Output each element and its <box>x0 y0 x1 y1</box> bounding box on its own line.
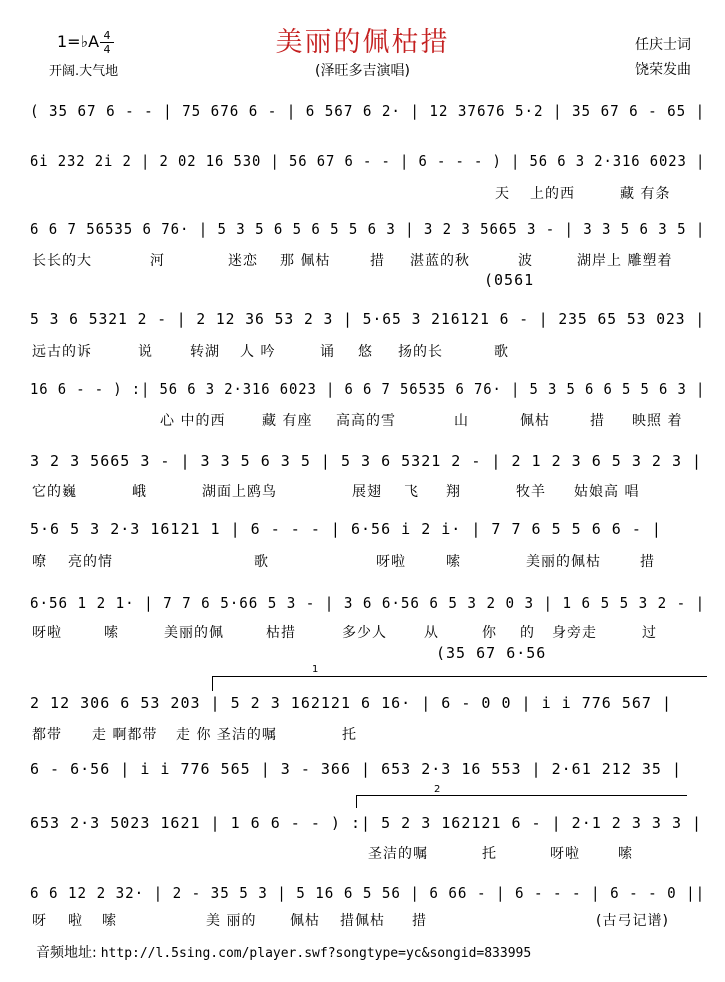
notation-row-11: 653 2·3 5023 1621 | 1 6 6 - - ) :| 5 2 3 162121 6 - | 2·1 2 3 3 3 | <box>30 814 703 832</box>
lyric-row-3-2: 河 <box>150 253 165 269</box>
lyric-row-7-6: 美丽的佩枯 <box>526 554 601 570</box>
lyric-row-2-1: 天 <box>495 186 510 202</box>
lyric-row-6-5: 飞 <box>404 484 419 500</box>
tempo-mood: 开阔.大气地 <box>49 64 119 79</box>
lyric-row-5-4: 山 <box>454 413 469 429</box>
audio-link-label: 音频地址: <box>36 945 97 961</box>
lyric-row-12-6: 措佩枯 <box>340 913 385 929</box>
lyric-row-4-8: 歌 <box>494 344 509 360</box>
lyric-row-4-5: 诵 <box>320 344 335 360</box>
key-signature: 1=♭A <box>57 32 100 51</box>
lyric-row-12-4: 美 丽的 <box>206 913 257 929</box>
lyric-row-5-3: 高高的雪 <box>336 413 396 429</box>
bracket-note-row-8: (35 67 6·56 <box>436 644 547 662</box>
lyricist-credit: 任庆士词 <box>635 37 691 53</box>
lyric-row-5-6: 措 <box>590 413 605 429</box>
lyric-row-4-4: 人 吟 <box>240 344 276 360</box>
lyric-row-9-3: 走 你 圣洁的嘱 <box>176 727 277 743</box>
lyric-row-3-8: 湖岸上 雕塑着 <box>577 253 673 269</box>
lyric-row-6-2: 峨 <box>132 484 147 500</box>
notation-row-6: 3 2 3 5665 3 - | 3 3 5 6 3 5 | 5 3 6 5321 2 - | 2 1 2 3 6 5 3 2 3 | <box>30 452 703 470</box>
lyric-row-6-8: 姑娘高 唱 <box>574 484 640 500</box>
lyric-row-12-3: 嗦 <box>102 913 117 929</box>
lyric-row-8-2: 嗦 <box>104 625 119 641</box>
notation-row-2: 6i 232 2i 2 | 2 02 16 530 | 56 67 6 - - | 6 - - - ) | 56 6 3 2·316 6023 | <box>30 152 706 170</box>
meter-top: 4 <box>103 29 111 42</box>
notation-row-1: ( 35 67 6 - - | 75 676 6 - | 6 567 6 2· | 12 37676 5·2 | 35 67 6 - 65 | <box>30 102 706 120</box>
transcriber-note: (古弓记谱) <box>596 913 669 929</box>
lyric-row-3-5: 措 <box>370 253 385 269</box>
lyric-row-12-7: 措 <box>412 913 427 929</box>
lyric-row-8-8: 的 <box>520 625 535 641</box>
lyric-row-5-7: 映照 着 <box>632 413 683 429</box>
lyric-row-2-3: 藏 有条 <box>620 186 671 202</box>
lyric-row-4-3: 转湖 <box>190 344 220 360</box>
lyric-row-5-1: 心 中的西 <box>160 413 226 429</box>
lyric-row-7-3: 歌 <box>254 554 269 570</box>
lyric-row-8-7: 你 <box>482 625 497 641</box>
lyric-row-4-1: 远古的诉 <box>32 344 92 360</box>
lyric-row-8-10: 过 <box>642 625 657 641</box>
notation-row-7: 5·6 5 3 2·3 16121 1 | 6 - - - | 6·56 i 2 i· | 7 7 6 5 5 6 6 - | <box>30 520 662 538</box>
song-title: 美丽的佩枯措 <box>275 27 450 58</box>
lyric-row-8-6: 从 <box>424 625 439 641</box>
lyric-row-8-3: 美丽的佩 <box>164 625 224 641</box>
lyric-row-4-7: 扬的长 <box>398 344 443 360</box>
lyric-row-11-4: 嗦 <box>618 846 633 862</box>
lyric-row-7-7: 措 <box>640 554 655 570</box>
lyric-row-7-5: 嗦 <box>446 554 461 570</box>
notation-row-12: 6 6 12 2 32· | 2 - 35 5 3 | 5 16 6 5 56 | 6 66 - | 6 - - - | 6 - - 0 || <box>30 884 706 902</box>
bracket-note-row-3: (0561 <box>484 271 535 289</box>
lyric-row-7-2: 亮的情 <box>68 554 113 570</box>
lyric-row-8-5: 多少人 <box>342 625 387 641</box>
notation-row-5: 16 6 - - ) :| 56 6 3 2·316 6023 | 6 6 7 56535 6 76· | 5 3 5 6 6 5 5 6 3 | <box>30 380 706 398</box>
volta-1-label: 1 <box>312 664 319 675</box>
lyric-row-12-2: 啦 <box>68 913 83 929</box>
audio-link[interactable] <box>36 942 531 962</box>
lyric-row-8-4: 枯措 <box>266 625 296 641</box>
volta-2-label: 2 <box>434 784 441 795</box>
lyric-row-3-6: 湛蓝的秋 <box>410 253 470 269</box>
lyric-row-3-1: 长长的大 <box>32 253 92 269</box>
lyric-row-6-6: 翔 <box>446 484 461 500</box>
lyric-row-3-3: 迷恋 <box>228 253 258 269</box>
lyric-row-2-2: 上的西 <box>530 186 575 202</box>
notation-row-4: 5 3 6 5321 2 - | 2 12 36 53 2 3 | 5·65 3 216121 6 - | 235 65 53 023 | <box>30 310 706 328</box>
first-ending-bracket <box>212 676 707 691</box>
lyric-row-6-3: 湖面上鸥鸟 <box>202 484 277 500</box>
lyric-row-5-2: 藏 有座 <box>262 413 313 429</box>
second-ending-bracket <box>356 795 687 808</box>
performer-note: (泽旺多吉演唱) <box>315 63 410 79</box>
lyric-row-12-5: 佩枯 <box>290 913 320 929</box>
lyric-row-3-4: 那 佩枯 <box>280 253 331 269</box>
lyric-row-6-1: 它的巍 <box>32 484 77 500</box>
lyric-row-6-4: 展翅 <box>352 484 382 500</box>
notation-row-9: 2 12 306 6 53 203 | 5 2 3 162121 6 16· | 6 - 0 0 | i i 776 567 | <box>30 694 672 712</box>
lyric-row-11-3: 呀啦 <box>550 846 580 862</box>
lyric-row-11-1: 圣洁的嘱 <box>368 846 428 862</box>
lyric-row-3-7: 波 <box>518 253 533 269</box>
lyric-row-8-1: 呀啦 <box>32 625 62 641</box>
meter-bottom: 4 <box>103 43 111 56</box>
lyric-row-7-1: 嘹 <box>32 554 47 570</box>
lyric-row-11-2: 托 <box>482 846 497 862</box>
lyric-row-5-5: 佩枯 <box>520 413 550 429</box>
notation-row-10: 6 - 6·56 | i i 776 565 | 3 - 366 | 653 2·3 16 553 | 2·61 212 35 | <box>30 760 682 778</box>
lyric-row-7-4: 呀啦 <box>376 554 406 570</box>
time-signature <box>100 30 114 55</box>
lyric-row-8-9: 身旁走 <box>552 625 597 641</box>
notation-row-3: 6 6 7 56535 6 76· | 5 3 5 6 5 6 5 5 6 3 | 3 2 3 5665 3 - | 3 3 5 6 3 5 | <box>30 220 706 238</box>
lyric-row-4-6: 悠 <box>358 344 373 360</box>
lyric-row-4-2: 说 <box>138 344 153 360</box>
audio-link-url[interactable]: http://l.5sing.com/player.swf?songtype=yc&songid=833995 <box>100 946 532 961</box>
lyric-row-12-1: 呀 <box>32 913 47 929</box>
lyric-row-9-2: 走 啊都带 <box>92 727 158 743</box>
notation-row-8: 6·56 1 2 1· | 7 7 6 5·66 5 3 - | 3 6 6·56 6 5 3 2 0 3 | 1 6 5 5 3 2 - | <box>30 594 706 612</box>
lyric-row-9-1: 都带 <box>32 727 62 743</box>
lyric-row-9-4: 托 <box>342 727 357 743</box>
lyric-row-6-7: 牧羊 <box>516 484 546 500</box>
composer-credit: 饶荣发曲 <box>635 62 691 78</box>
